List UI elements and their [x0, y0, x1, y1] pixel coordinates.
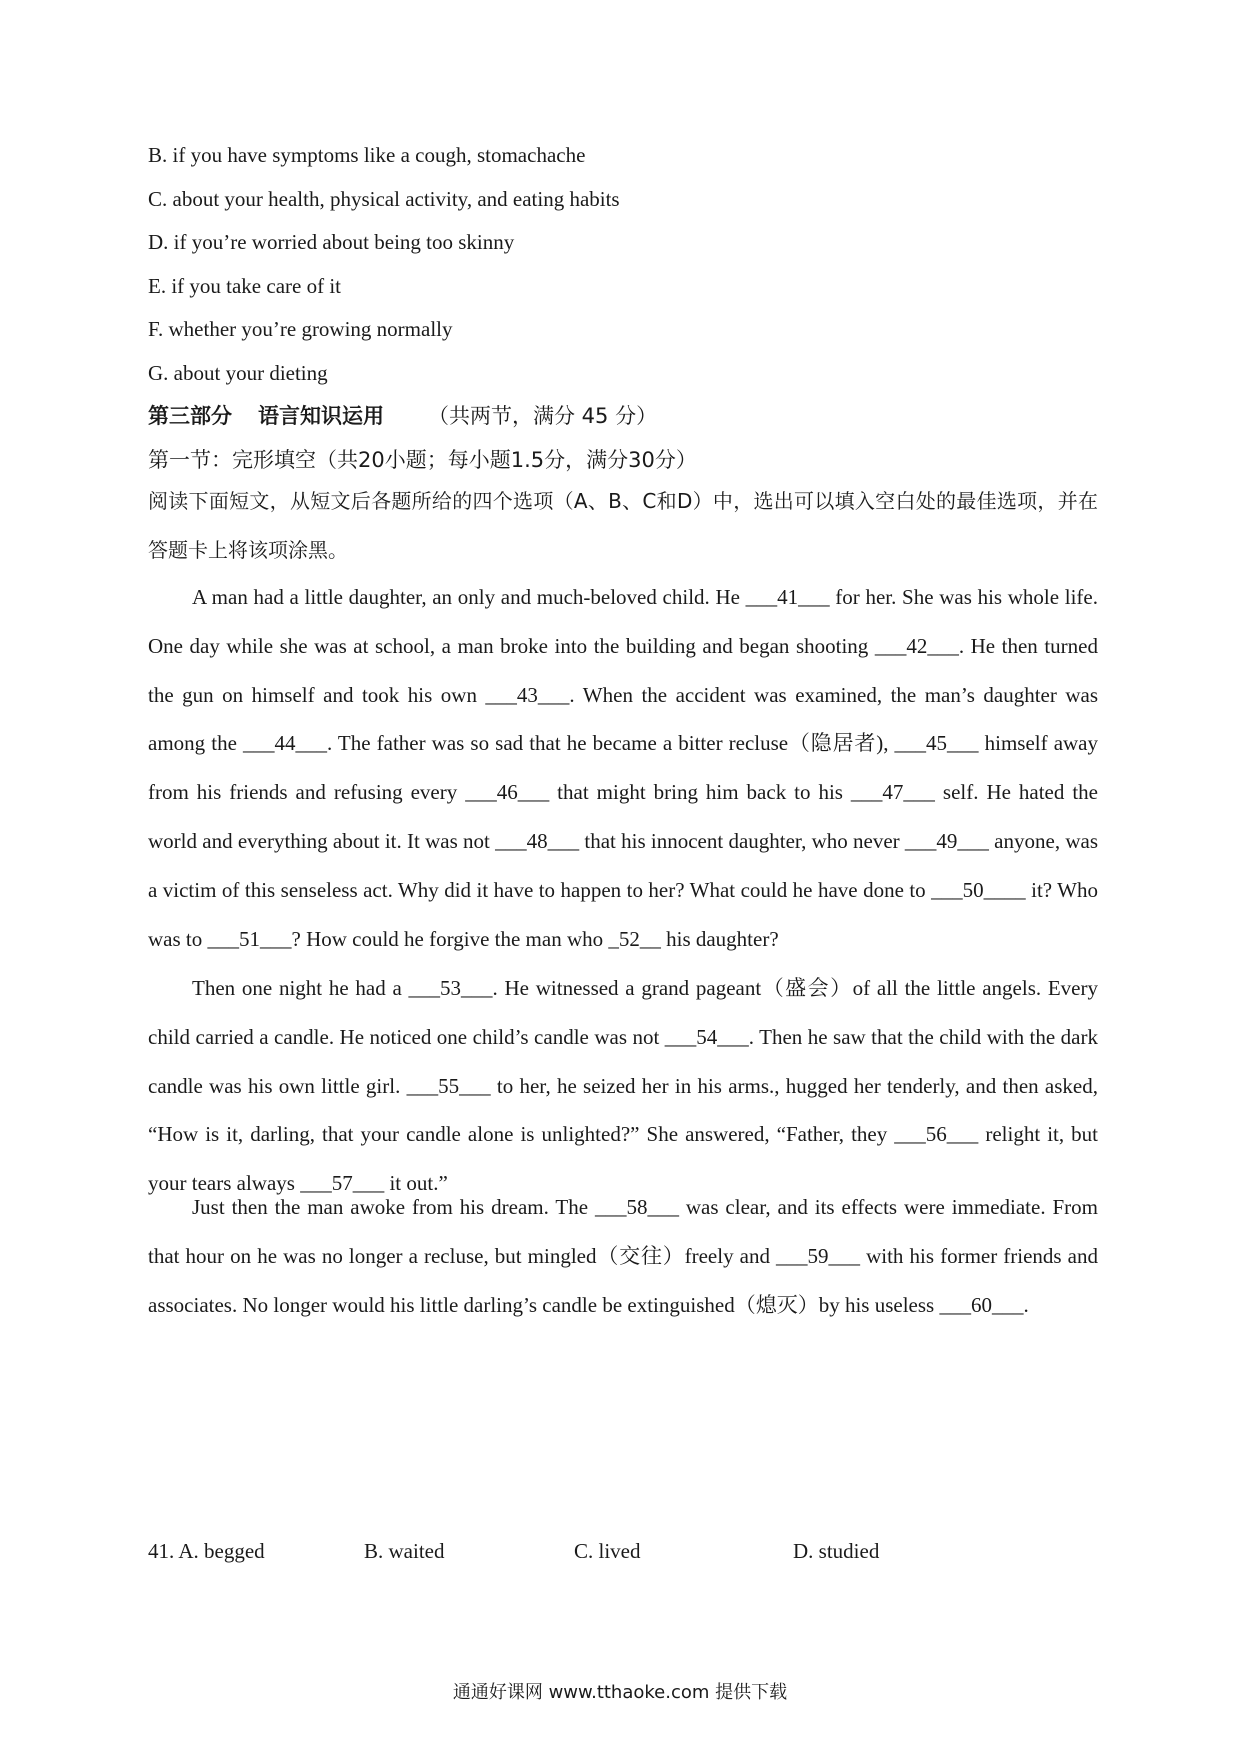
footer-credit: 通通好课网 www.tthaoke.com 提供下载	[452, 1682, 788, 1703]
section-title: 语言知识运用	[258, 404, 384, 428]
passage-paragraph-3: Just then the man awoke from his dream. The ___58___ was clear, and its effects were immediate. From that hour on he was no longer a recluse, but mingled（交往）freely and ___59___ with his former friends and associates. No longer would his little darling’s candle be extinguished（熄灭）by his useless ___60___.	[148, 1195, 1098, 1317]
q41-option-b: B. waited	[364, 1539, 445, 1563]
instruction-text: 阅读下面短文，从短文后各题所给的四个选项（A、B、C和D）中，选出可以填入空白处的最佳选项，并在答题卡上将该项涂黑。	[148, 489, 1098, 562]
q41-option-c: C. lived	[574, 1539, 641, 1563]
option-d: D. if you’re worried about being too skinny	[148, 230, 515, 254]
section-score: （共两节，满分 45 分）	[428, 404, 658, 428]
subsection-heading: 第一节：完形填空（共20小题；每小题1.5分，满分30分）	[148, 448, 697, 472]
option-f: F. whether you’re growing normally	[148, 317, 453, 341]
option-c: C. about your health, physical activity, and eating habits	[148, 187, 620, 211]
section-heading	[148, 402, 657, 430]
option-b: B. if you have symptoms like a cough, stomachache	[148, 143, 586, 167]
q41-option-a: 41. A. begged	[148, 1539, 265, 1563]
option-g: G. about your dieting	[148, 361, 328, 385]
passage-paragraph-1: A man had a little daughter, an only and much-beloved child. He ___41___ for her. She was his whole life. One day while she was at school, a man broke into the building and began shooting ___42___. He then turned the gun on himself and took his own ___43___. When the accident was examined, the man’s daughter was among the ___44___. The father was so sad that he became a bitter recluse（隐居者), ___45___ himself away from his friends and refusing every ___46___ that might bring him back to his ___47___ self. He hated the world and everything about it. It was not ___48___ that his innocent daughter, who never ___49___ anyone, was a victim of this senseless act. Why did it have to happen to her? What could he have done to ___50____ it? Who was to ___51___? How could he forgive the man who _52__ his daughter?	[148, 585, 1098, 951]
option-e: E. if you take care of it	[148, 274, 341, 298]
passage-paragraph-2: Then one night he had a ___53___. He witnessed a grand pageant（盛会）of all the little angels. Every child carried a candle. He noticed one child’s candle was not ___54___. Then he saw that the child with the dark candle was his own little girl. ___55___ to her, he seized her in his arms., hugged her tenderly, and then asked, “How is it, darling, that your candle alone is unlighted?” She answered, “Father, they ___56___ relight it, but your tears always ___57___ it out.”	[148, 976, 1098, 1196]
q41-option-d: D. studied	[793, 1539, 880, 1563]
section-part: 第三部分	[148, 404, 232, 428]
